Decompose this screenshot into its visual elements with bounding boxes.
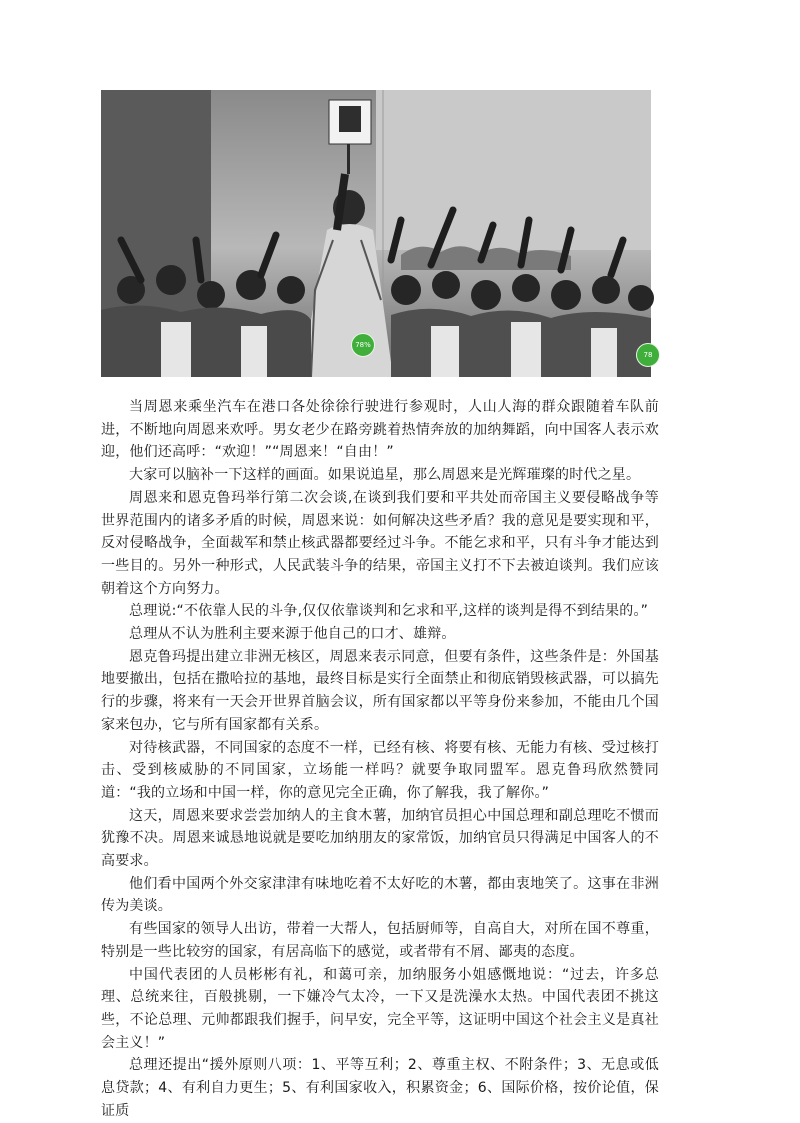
paragraph: 总理还提出“援外原则八项：1、平等互利；2、尊重主权、不附条件；3、无息或低息贷款；4、有利自力更生；5、有利国家收入，积累资金；6、国际价格，按价论值，保证质 <box>101 1057 659 1119</box>
crowd-photo-illustration <box>101 90 651 377</box>
crowd-photo <box>101 90 651 377</box>
article-body <box>101 396 659 1123</box>
progress-badge-1: 78% <box>351 333 375 357</box>
paragraph: 总理从不认为胜利主要来源于他自己的口才、雄辩。 <box>129 626 456 643</box>
paragraph: 这天，周恩来要求尝尝加纳人的主食木薯，加纳官员担心中国总理和副总理吃不惯而犹豫不决。周恩来诚恳地说就是要吃加纳朋友的家常饭，加纳官员只得满足中国客人的不高要求。 <box>101 807 659 870</box>
paragraph: 周恩来和恩克鲁玛举行第二次会谈,在谈到我们要和平共处而帝国主义要侵略战争等世界范围内的诸多矛盾的时候，周恩来说：如何解决这些矛盾？我的意见是要实现和平，反对侵略战争，全面裁军和禁止核武器都要经过斗争。不能乞求和平，只有斗争才能达到一些目的。另外一种形式，人民武装斗争的结果，帝国主义打不下去被迫谈判。我们应该朝着这个方向努力。 <box>101 489 659 597</box>
paragraph: 当周恩来乘坐汽车在港口各处徐徐行驶进行参观时，人山人海的群众跟随着车队前进，不断地向周恩来欢呼。男女老少在路旁跳着热情奔放的加纳舞蹈，向中国客人表示欢迎，他们还高呼：“欢迎！”“周恩来！“自由！” <box>101 399 659 461</box>
progress-badge-2: 78 <box>636 343 660 367</box>
paragraph: 总理说:“不依靠人民的斗争,仅仅依靠谈判和乞求和平,这样的谈判是得不到结果的。” <box>129 603 649 620</box>
paragraph: 恩克鲁玛提出建立非洲无核区，周恩来表示同意，但要有条件，这些条件是：外国基地要撤出，包括在撒哈拉的基地，最终目标是实行全面禁止和彻底销毁核武器，可以搞先行的步骤，将来有一天会开世界首脑会议，所有国家都以平等身份来参加，不能由几个国家来包办，它与所有国家都有关系。 <box>101 648 659 733</box>
paragraph: 中国代表团的人员彬彬有礼，和蔼可亲，加纳服务小姐感慨地说：“过去，许多总理、总统来往，百般挑剔，一下嫌冷气太冷，一下又是洗澡水太热。中国代表团不挑这些，不论总理、元帅都跟我们握手，问早安，完全平等，这证明中国这个社会主义是真社会主义！” <box>101 966 659 1051</box>
paragraph: 大家可以脑补一下这样的画面。如果说追星，那么周恩来是光辉璀璨的时代之星。 <box>129 467 641 484</box>
paragraph: 有些国家的领导人出访，带着一大帮人，包括厨师等，自高自大，对所在国不尊重，特别是一些比较穷的国家，有居高临下的感觉，或者带有不屑、鄙夷的态度。 <box>101 921 659 960</box>
paragraph: 对待核武器，不同国家的态度不一样，已经有核、将要有核、无能力有核、受过核打击、受到核威胁的不同国家，立场能一样吗？就要争取同盟军。恩克鲁玛欣然赞同道：“我的立场和中国一样，你的意见完全正确，你了解我，我了解你。” <box>101 739 659 801</box>
paragraph: 他们看中国两个外交家津津有味地吃着不太好吃的木薯，都由衷地笑了。这事在非洲传为美谈。 <box>101 875 659 915</box>
